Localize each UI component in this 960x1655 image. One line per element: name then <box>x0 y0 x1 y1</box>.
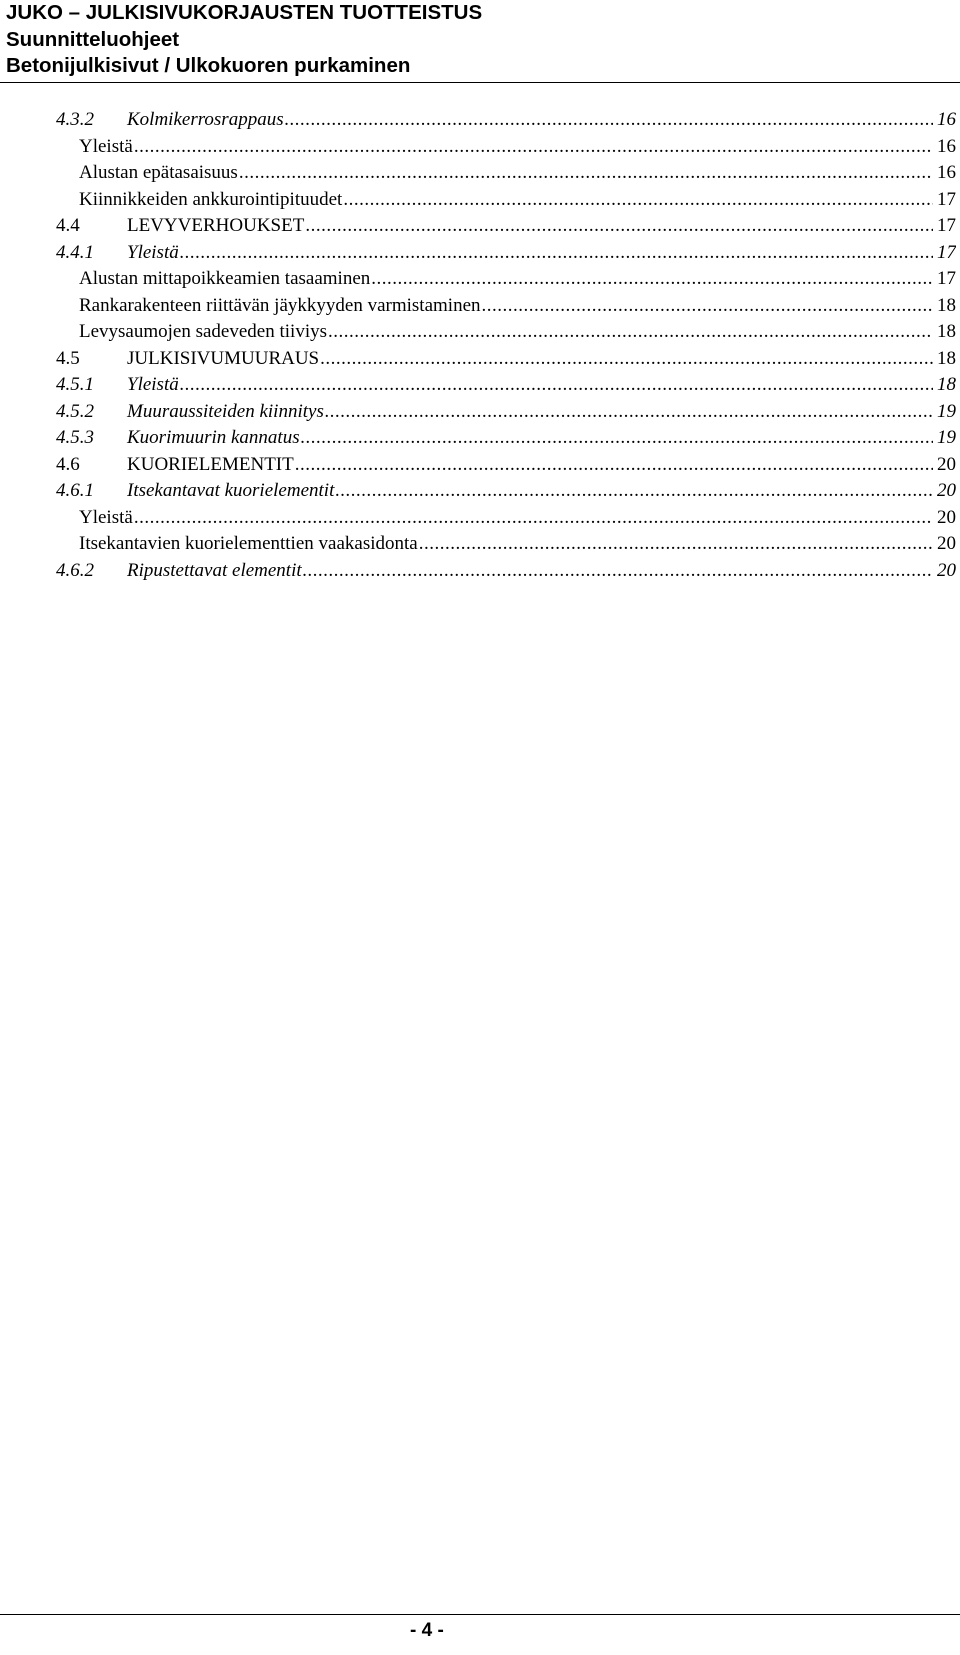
toc-entry-page: 18 <box>933 319 956 346</box>
toc-entry[interactable] <box>56 372 956 399</box>
toc-entry-page: 20 <box>933 558 956 585</box>
toc-entry[interactable] <box>56 399 956 426</box>
toc-entry-number: 4.4 <box>56 215 80 236</box>
toc-entry[interactable] <box>56 478 956 505</box>
header-divider <box>0 82 960 83</box>
toc-leader-dots <box>295 452 933 479</box>
toc-entry-title: Yleistä <box>56 505 134 532</box>
toc-entry-title: Itsekantavat kuorielementit <box>56 478 335 505</box>
toc-entry-page: 17 <box>933 266 956 293</box>
toc-entry[interactable] <box>56 531 956 558</box>
toc-entry-title: Ripustettavat elementit <box>56 558 303 585</box>
toc-entry-title: Yleistä <box>56 134 134 161</box>
toc-entry-title: Yleistä <box>56 240 180 267</box>
toc-entry-page: 19 <box>933 425 956 452</box>
toc-leader-dots <box>134 134 933 161</box>
toc-entry-page: 20 <box>933 531 956 558</box>
toc-entry-title: Levysaumojen sadeveden tiiviys <box>56 319 328 346</box>
toc-entry-title: LEVYVERHOUKSET <box>56 213 305 240</box>
header-title: JUKO – JULKISIVUKORJAUSTEN TUOTTEISTUS <box>6 1 483 24</box>
toc-entry-title: JULKISIVUMUURAUS <box>56 346 320 373</box>
toc-entry[interactable] <box>56 187 956 214</box>
toc-entry[interactable] <box>56 266 956 293</box>
header-section: Betonijulkisivut / Ulkokuoren purkaminen <box>6 54 411 77</box>
toc-entry-title: Itsekantavien kuorielementtien vaakasidonta <box>56 531 419 558</box>
page-number: - 4 - <box>410 1620 444 1641</box>
toc-entry-title: Muuraussiteiden kiinnitys <box>56 399 325 426</box>
toc-entry[interactable] <box>56 160 956 187</box>
toc-entry-page: 18 <box>933 346 956 373</box>
toc-entry-number: 4.5.2 <box>56 400 94 422</box>
toc-entry-page: 18 <box>933 372 956 399</box>
toc-entry-page: 20 <box>933 478 956 505</box>
toc-entry[interactable] <box>56 107 956 134</box>
toc-leader-dots <box>482 293 934 320</box>
toc-leader-dots <box>325 399 933 426</box>
toc-leader-dots <box>320 346 933 373</box>
toc-leader-dots <box>328 319 933 346</box>
toc-entry-number: 4.6.2 <box>56 559 94 581</box>
toc-entry[interactable] <box>56 346 956 373</box>
toc-leader-dots <box>419 531 933 558</box>
table-of-contents <box>56 107 956 584</box>
toc-leader-dots <box>343 187 933 214</box>
toc-leader-dots <box>134 505 933 532</box>
document-header <box>6 0 954 80</box>
toc-entry-number: 4.5.1 <box>56 374 94 395</box>
toc-leader-dots <box>301 425 933 452</box>
toc-leader-dots <box>371 266 933 293</box>
toc-entry-number: 4.4.1 <box>56 241 94 263</box>
toc-entry-page: 16 <box>933 160 956 187</box>
toc-leader-dots <box>335 478 933 505</box>
footer-divider <box>0 1614 960 1615</box>
toc-entry[interactable] <box>56 240 956 267</box>
toc-entry[interactable] <box>56 505 956 532</box>
toc-entry-title: Kuorimuurin kannatus <box>56 425 301 452</box>
toc-entry-number: 4.6 <box>56 453 80 475</box>
toc-entry-title: Kiinnikkeiden ankkurointipituudet <box>56 187 343 214</box>
header-subtitle: Suunnitteluohjeet <box>6 27 180 51</box>
toc-entry-title: Rankarakenteen riittävän jäykkyyden varmistaminen <box>56 293 482 320</box>
toc-entry[interactable] <box>56 452 956 479</box>
toc-entry-number: 4.3.2 <box>56 109 94 130</box>
toc-entry-number: 4.5.3 <box>56 427 94 448</box>
toc-entry[interactable] <box>56 293 956 320</box>
toc-entry-page: 20 <box>933 505 956 532</box>
toc-entry-page: 17 <box>933 240 956 267</box>
toc-entry-number: 4.6.1 <box>56 480 94 501</box>
toc-leader-dots <box>303 558 933 585</box>
toc-entry[interactable] <box>56 558 956 585</box>
toc-entry[interactable] <box>56 134 956 161</box>
toc-leader-dots <box>180 372 933 399</box>
toc-entry-number: 4.5 <box>56 347 80 369</box>
toc-entry-page: 16 <box>933 107 956 134</box>
toc-entry-page: 20 <box>933 452 956 479</box>
toc-leader-dots <box>305 213 933 240</box>
toc-leader-dots <box>180 240 933 267</box>
toc-leader-dots <box>239 160 933 187</box>
toc-entry[interactable] <box>56 213 956 240</box>
toc-entry[interactable] <box>56 425 956 452</box>
toc-entry-title: Alustan epätasaisuus <box>56 160 239 187</box>
toc-entry-title: Kolmikerrosrappaus <box>56 107 285 134</box>
toc-entry-title: KUORIELEMENTIT <box>56 452 295 479</box>
toc-entry-page: 19 <box>933 399 956 426</box>
toc-entry-page: 18 <box>933 293 956 320</box>
toc-entry-page: 17 <box>933 213 956 240</box>
toc-entry-page: 17 <box>933 187 956 214</box>
toc-entry[interactable] <box>56 319 956 346</box>
toc-entry-title: Yleistä <box>56 372 180 399</box>
toc-entry-page: 16 <box>933 134 956 161</box>
toc-entry-title: Alustan mittapoikkeamien tasaaminen <box>56 266 371 293</box>
toc-leader-dots <box>285 107 933 134</box>
